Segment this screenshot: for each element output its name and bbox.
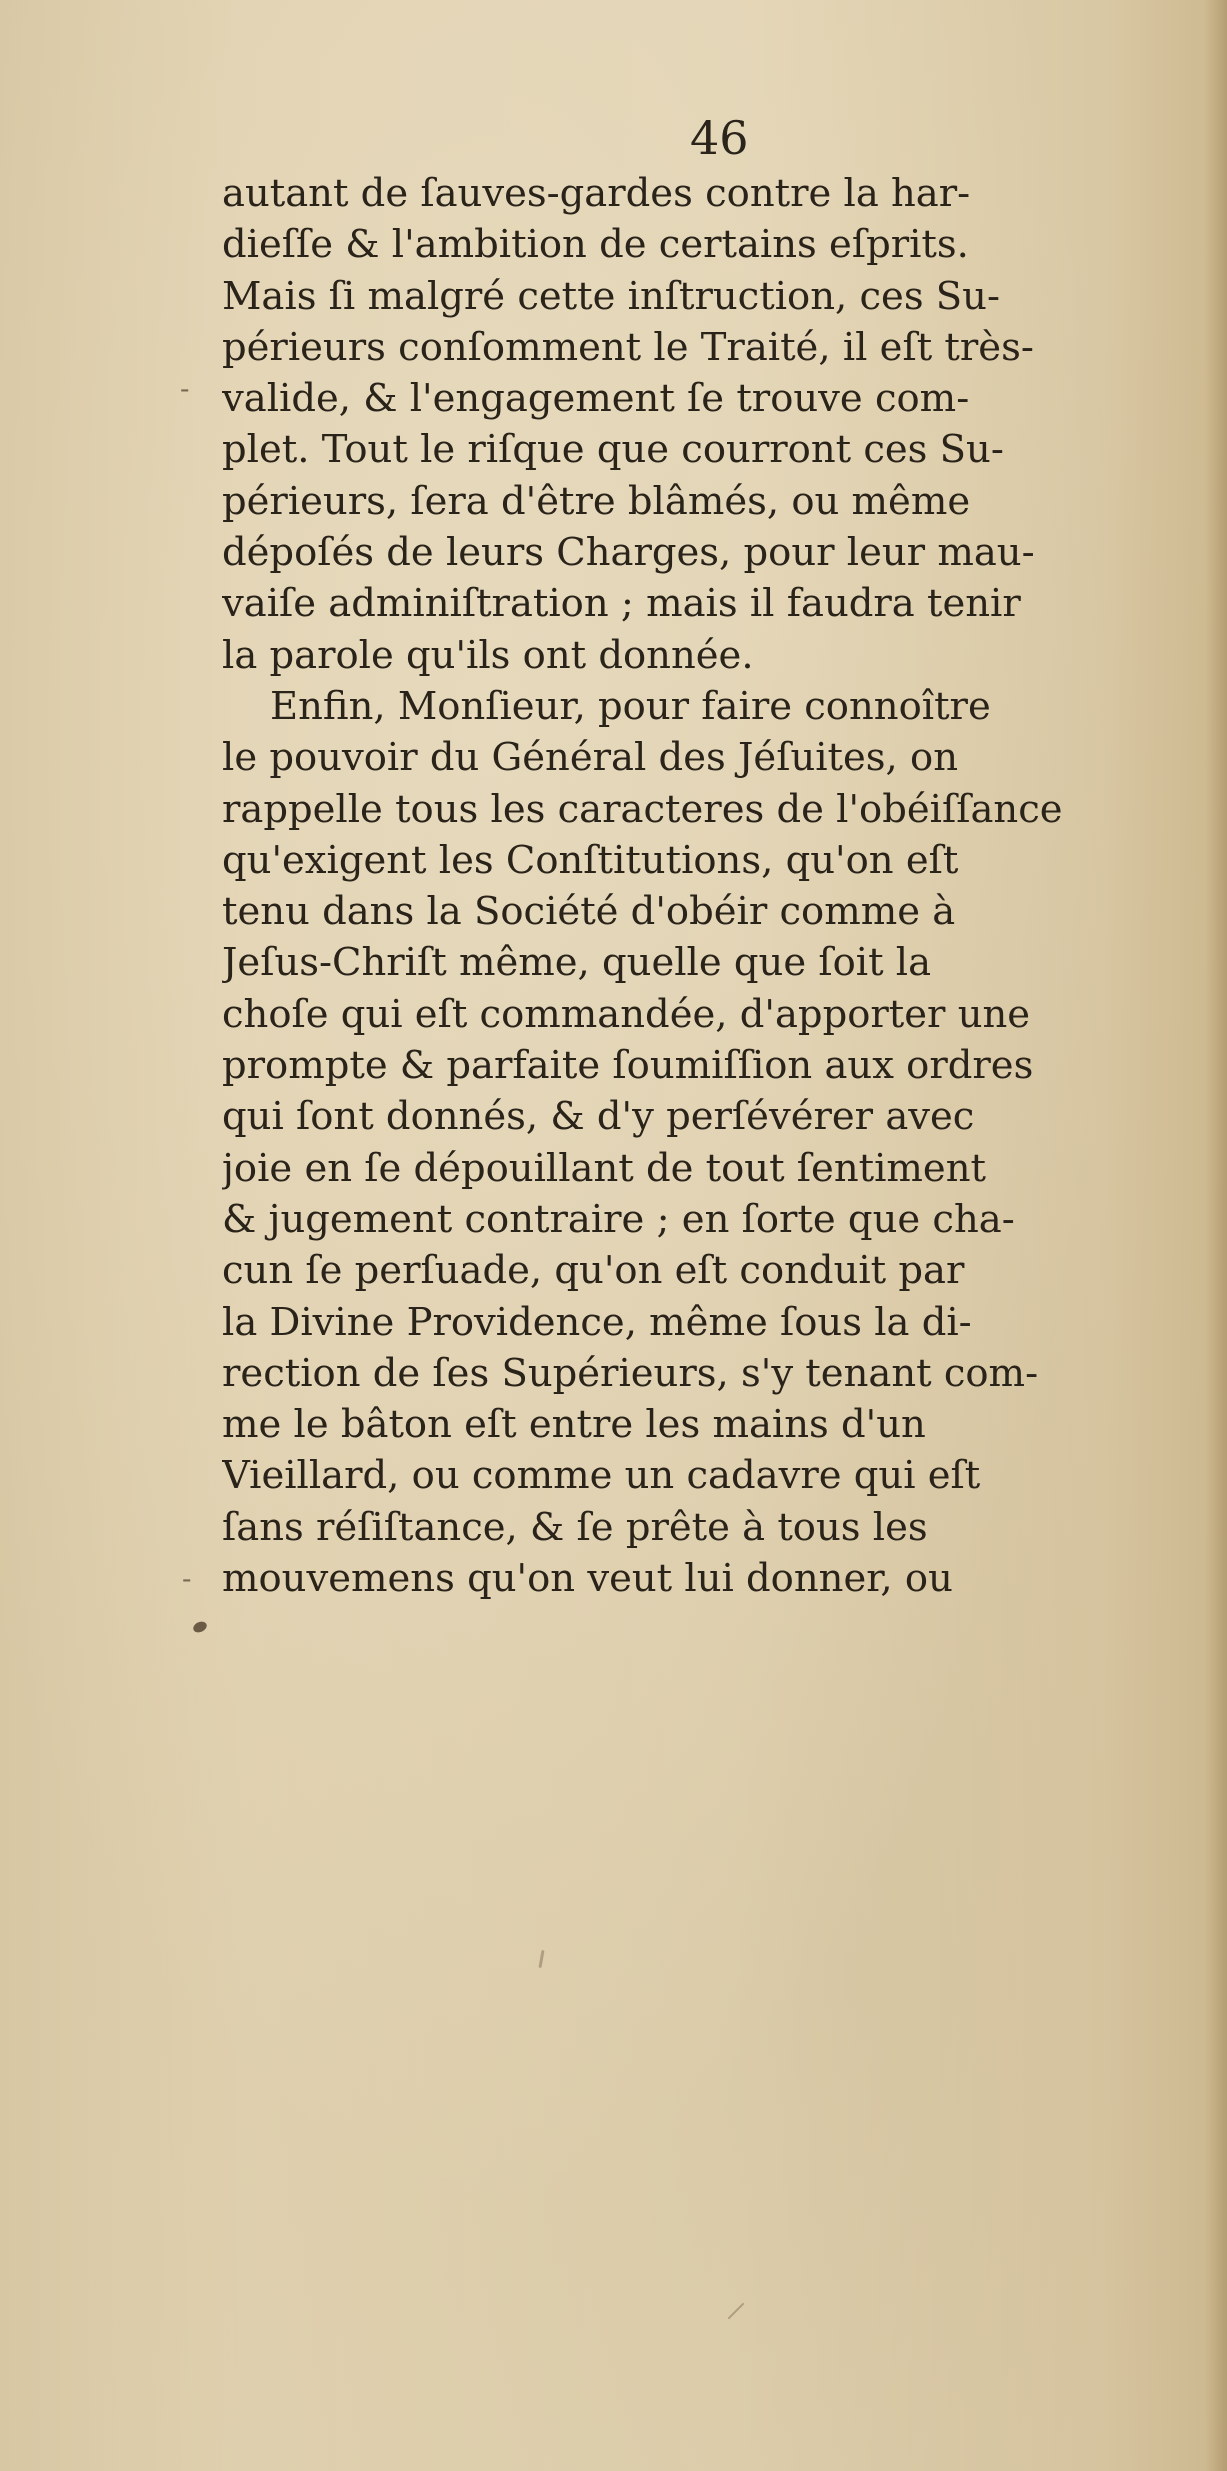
text-line: Jeſus-Chriſt même, quelle que ſoit la bbox=[222, 940, 932, 986]
text-line: vaiſe adminiſtration ; mais il faudra tenir bbox=[222, 581, 1021, 627]
text-line: dépoſés de leurs Charges, pour leur mau- bbox=[222, 530, 1035, 576]
margin-mark: - bbox=[180, 372, 190, 405]
text-line: ſans réſiſtance, & ſe prête à tous les bbox=[222, 1504, 928, 1550]
text-line: prompte & parfaite ſoumiſſion aux ordres bbox=[222, 1043, 1034, 1089]
text-line: qu'exigent les Conſtitutions, qu'on eſt bbox=[222, 837, 959, 883]
text-line: qui ſont donnés, & d'y perſévérer avec bbox=[222, 1094, 975, 1140]
paper-smudge bbox=[728, 2303, 745, 2320]
text-line: mouvemens qu'on veut lui donner, ou bbox=[222, 1556, 953, 1602]
text-line: le pouvoir du Général des Jéſuites, on bbox=[222, 735, 959, 781]
text-line: me le bâton eſt entre les mains d'un bbox=[222, 1402, 926, 1448]
page-number: 46 bbox=[690, 111, 749, 165]
text-line: autant de ſauves-gardes contre la har- bbox=[222, 171, 971, 216]
text-line: choſe qui eſt commandée, d'apporter une bbox=[222, 991, 1031, 1037]
text-line: Enfin, Monſieur, pour faire connoître bbox=[270, 683, 991, 729]
text-line: dieſſe & l'ambition de certains eſprits. bbox=[222, 222, 969, 268]
text-line: Vieillard, ou comme un cadavre qui eſt bbox=[222, 1453, 981, 1499]
text-line: rappelle tous les caracteres de l'obéiſſance bbox=[222, 786, 1063, 832]
text-line: la Divine Providence, même ſous la di- bbox=[222, 1299, 972, 1345]
text-line: Mais ſi malgré cette inſtruction, ces Su- bbox=[222, 273, 1000, 319]
text-line: plet. Tout le riſque que courront ces Su- bbox=[222, 427, 1004, 473]
text-line: périeurs, ſera d'être blâmés, ou même bbox=[222, 478, 971, 524]
page-edge-shadow bbox=[1205, 0, 1227, 2471]
margin-mark: - bbox=[182, 1562, 192, 1595]
body-text bbox=[222, 168, 1207, 1604]
text-line: joie en ſe dépouillant de tout ſentiment bbox=[222, 1145, 986, 1191]
text-line: & jugement contraire ; en ſorte que cha- bbox=[222, 1196, 1015, 1242]
text-line: valide, & l'engagement ſe trouve com- bbox=[222, 376, 970, 422]
text-line: rection de ſes Supérieurs, s'y tenant com- bbox=[222, 1350, 1039, 1396]
paper-smudge bbox=[538, 1950, 544, 1968]
text-line: la parole qu'ils ont donnée. bbox=[222, 632, 754, 678]
text-line: tenu dans la Société d'obéir comme à bbox=[222, 889, 956, 935]
ink-blot bbox=[192, 1620, 209, 1635]
text-line: périeurs conſomment le Traité, il eſt très- bbox=[222, 324, 1034, 370]
text-line: cun ſe perſuade, qu'on eſt conduit par bbox=[222, 1248, 965, 1294]
